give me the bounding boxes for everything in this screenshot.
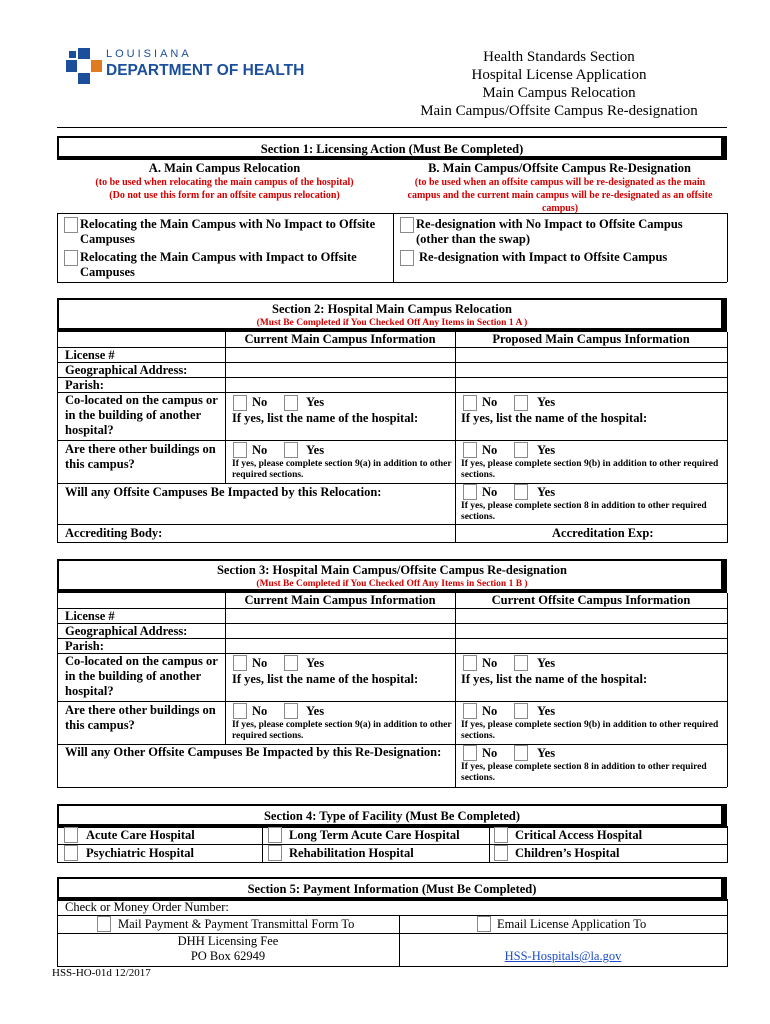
s3-h7 [57, 787, 727, 788]
header-line-2: Hospital License Application [471, 67, 647, 83]
s2-proposed-colocated-no-checkbox[interactable] [463, 395, 477, 411]
s3-main-9a-note: If yes, please complete section 9(a) in addition to other required sections. [232, 720, 452, 741]
s2-proposed-colocated-no-label: No [482, 395, 498, 409]
s3-offsite-buildings-no-label: No [482, 704, 498, 718]
acute-care-label: Acute Care Hospital [86, 828, 195, 842]
email-application-label: Email License Application To [497, 917, 647, 931]
section2-col1-heading: Current Main Campus Information [244, 332, 436, 346]
logo [66, 48, 306, 84]
mail-payment-label: Mail Payment & Payment Transmittal Form To [118, 917, 355, 931]
payee-name: DHH Licensing Fee [177, 934, 279, 948]
s2-h6 [57, 483, 727, 484]
s2-proposed-buildings-yes-label: Yes [537, 443, 556, 457]
s2-colocated-label: Co-located on the campus or in the building of another hospital? [65, 393, 218, 437]
s5-bottom [57, 966, 727, 967]
redesignate-no-impact-checkbox[interactable] [400, 217, 414, 233]
s2-current-colocated-no-checkbox[interactable] [233, 395, 247, 411]
email-link[interactable]: HSS-Hospitals@la.gov [504, 949, 622, 963]
relocate-impact-checkbox[interactable] [64, 250, 78, 266]
s3-offsite-colocated-yes-checkbox[interactable] [514, 655, 528, 671]
section1-title: Section 1: Licensing Action (Must Be Completed) [260, 142, 524, 156]
s2-right [727, 332, 728, 543]
s2-current-buildings-yes-label: Yes [306, 443, 325, 457]
health-cross-icon [66, 48, 102, 84]
section1-col-divider [393, 213, 394, 282]
rehabilitation-label: Rehabilitation Hospital [289, 846, 414, 860]
s2-proposed-9b-note: If yes, please complete section 9(b) in addition to other required sections. [461, 459, 719, 480]
redesignate-impact-checkbox[interactable] [400, 250, 414, 266]
logo-state: LOUISIANA [106, 48, 192, 60]
s2-current-colocated-yes-label: Yes [306, 395, 325, 409]
childrens-label: Children’s Hospital [515, 846, 620, 860]
form-header [405, 48, 713, 120]
s2-col1 [225, 332, 226, 483]
section1-colB-note: (to be used when an offsite campus will be re-designated as the main campus and the current main campus will be re-designated as an offsite campus) [407, 177, 713, 214]
s3-offsite-colocated-no-checkbox[interactable] [463, 655, 477, 671]
s3-impact-yes-checkbox[interactable] [514, 745, 528, 761]
s2-other-buildings-label: Are there other buildings on this campus? [65, 442, 216, 471]
payee-pobox: PO Box 62949 [190, 949, 266, 963]
header-line-3: Main Campus Relocation [482, 85, 636, 101]
s3-impact-no-checkbox[interactable] [463, 745, 477, 761]
section4-title: Section 4: Type of Facility (Must Be Completed) [263, 809, 521, 823]
s2-offsite-no-label: No [482, 485, 498, 499]
s3-main-buildings-yes-label: Yes [306, 704, 325, 718]
rehabilitation-checkbox[interactable] [268, 845, 282, 861]
section1-divider [57, 213, 727, 214]
s3-main-ifyes-label: If yes, list the name of the hospital: [232, 672, 419, 686]
childrens-checkbox[interactable] [494, 845, 508, 861]
s3-main-buildings-yes-checkbox[interactable] [284, 703, 298, 719]
redesignate-impact-label: Re-designation with Impact to Offsite Campus [419, 250, 668, 264]
s3-main-colocated-no-checkbox[interactable] [233, 655, 247, 671]
s3-main-colocated-yes-label: Yes [306, 656, 325, 670]
s3-impact-yes-label: Yes [537, 746, 556, 760]
s2-proposed-buildings-no-checkbox[interactable] [463, 442, 477, 458]
section3-note: (Must Be Completed if You Checked Off Any Items in Section 1 B ) [256, 579, 528, 589]
relocate-impact-label: Relocating the Main Campus with Impact to Offsite Campuses [80, 250, 357, 279]
section1-right-border [727, 213, 728, 282]
s2-section8-note: If yes, please complete section 8 in addition to other required sections. [461, 501, 707, 522]
s2-proposed-buildings-yes-checkbox[interactable] [514, 442, 528, 458]
section1-colA-note2: (Do not use this form for an offsite campus relocation) [109, 190, 340, 201]
s3-h1 [57, 608, 727, 609]
s3-main-buildings-no-checkbox[interactable] [233, 703, 247, 719]
s2-h8 [57, 542, 727, 543]
logo-department: DEPARTMENT OF HEALTH [106, 62, 305, 79]
s3-section8-note: If yes, please complete section 8 in addition to other required sections. [461, 762, 707, 783]
section3-col2-heading: Current Offsite Campus Information [491, 593, 691, 607]
form-id: HSS-HO-01d 12/2017 [52, 967, 151, 979]
s3-colocated-label: Co-located on the campus or in the building of another hospital? [65, 654, 218, 698]
header-line-1: Health Standards Section [483, 49, 635, 65]
s2-license-label: License # [65, 348, 115, 362]
s2-current-colocated-no-label: No [252, 395, 268, 409]
psychiatric-checkbox[interactable] [64, 845, 78, 861]
s2-current-colocated-yes-checkbox[interactable] [284, 395, 298, 411]
section1-colA-note1: (to be used when relocating the main campus of the hospital) [95, 177, 354, 188]
header-line-4: Main Campus/Offsite Campus Re-designation [420, 103, 698, 119]
s2-left [57, 332, 58, 543]
s3-offsite-colocated-no-label: No [482, 656, 498, 670]
s3-offsite-9b-note: If yes, please complete section 9(b) in addition to other required sections. [461, 720, 719, 741]
check-number-label: Check or Money Order Number: [65, 900, 229, 914]
section1-left-border [57, 213, 58, 282]
section3-title: Section 3: Hospital Main Campus/Offsite Campus Re-designation [216, 563, 568, 577]
s3-main-colocated-no-label: No [252, 656, 268, 670]
s2-proposed-ifyes-label: If yes, list the name of the hospital: [461, 411, 648, 425]
s2-proposed-colocated-yes-checkbox[interactable] [514, 395, 528, 411]
critical-access-checkbox[interactable] [494, 827, 508, 843]
s3-other-buildings-label: Are there other buildings on this campus? [65, 703, 216, 732]
section1-colA-heading: A. Main Campus Relocation [148, 161, 301, 175]
s2-current-buildings-no-checkbox[interactable] [233, 442, 247, 458]
s2-accreditation-exp-label: Accreditation Exp: [552, 526, 654, 540]
s4-right [727, 826, 728, 863]
s2-h5 [57, 440, 727, 441]
s2-address-label: Geographical Address: [65, 363, 188, 377]
section1-bottom [57, 282, 727, 283]
relocate-no-impact-label: Relocating the Main Campus with No Impact to Offsite Campuses [80, 217, 376, 246]
section3-col1-heading: Current Main Campus Information [244, 593, 436, 607]
redesignate-no-impact-label: Re-designation with No Impact to Offsite Campus (other than the swap) [416, 217, 683, 246]
section1-colB-heading: B. Main Campus/Offsite Campus Re-Designation [428, 161, 691, 175]
s5-h1 [57, 915, 727, 916]
s2-parish-label: Parish: [65, 378, 104, 392]
ltac-checkbox[interactable] [268, 827, 282, 843]
section2-title: Section 2: Hospital Main Campus Relocation [272, 302, 512, 316]
s2-offsite-question: Will any Offsite Campuses Be Impacted by this Relocation: [65, 485, 382, 499]
s3-offsite-colocated-yes-label: Yes [537, 656, 556, 670]
acute-care-checkbox[interactable] [64, 827, 78, 843]
relocate-no-impact-checkbox[interactable] [64, 217, 78, 233]
s3-impact-no-label: No [482, 746, 498, 760]
s3-main-buildings-no-label: No [252, 704, 268, 718]
s3-offsite-buildings-yes-checkbox[interactable] [514, 703, 528, 719]
s2-h1 [57, 347, 727, 348]
s3-offsite-question: Will any Other Offsite Campuses Be Impacted by this Re-Designation: [65, 745, 442, 759]
s3-offsite-buildings-no-checkbox[interactable] [463, 703, 477, 719]
email-application-checkbox[interactable] [477, 916, 491, 932]
critical-access-label: Critical Access Hospital [515, 828, 643, 842]
s3-h5 [57, 701, 727, 702]
s2-proposed-buildings-no-label: No [482, 443, 498, 457]
mail-payment-checkbox[interactable] [97, 916, 111, 932]
s3-main-colocated-yes-checkbox[interactable] [284, 655, 298, 671]
s3-col1 [225, 593, 226, 744]
section2-col2-heading: Proposed Main Campus Information [492, 332, 690, 346]
s3-address-label: Geographical Address: [65, 624, 188, 638]
ltac-label: Long Term Acute Care Hospital [289, 828, 460, 842]
s2-current-ifyes-label: If yes, list the name of the hospital: [232, 411, 419, 425]
psychiatric-label: Psychiatric Hospital [86, 846, 194, 860]
s3-parish-label: Parish: [65, 639, 104, 653]
s2-proposed-colocated-yes-label: Yes [537, 395, 556, 409]
s3-offsite-ifyes-label: If yes, list the name of the hospital: [461, 672, 648, 686]
header-divider [57, 127, 727, 128]
s4-mid [57, 844, 727, 845]
s2-current-buildings-yes-checkbox[interactable] [284, 442, 298, 458]
section5-title: Section 5: Payment Information (Must Be Completed) [247, 882, 537, 896]
s2-offsite-yes-checkbox[interactable] [514, 484, 528, 500]
s2-h7 [57, 524, 727, 525]
s2-current-9a-note: If yes, please complete section 9(a) in addition to other required sections. [232, 459, 452, 480]
s4-bottom [57, 862, 727, 863]
s5-right [727, 899, 728, 967]
s3-offsite-buildings-yes-label: Yes [537, 704, 556, 718]
section2-note: (Must Be Completed if You Checked Off Any Items in Section 1 A ) [256, 318, 528, 328]
s2-offsite-no-checkbox[interactable] [463, 484, 477, 500]
s3-license-label: License # [65, 609, 115, 623]
s2-accrediting-label: Accrediting Body: [65, 526, 163, 540]
s2-current-buildings-no-label: No [252, 443, 268, 457]
s2-col2 [455, 332, 456, 543]
s3-right [727, 593, 728, 787]
s2-offsite-yes-label: Yes [537, 485, 556, 499]
